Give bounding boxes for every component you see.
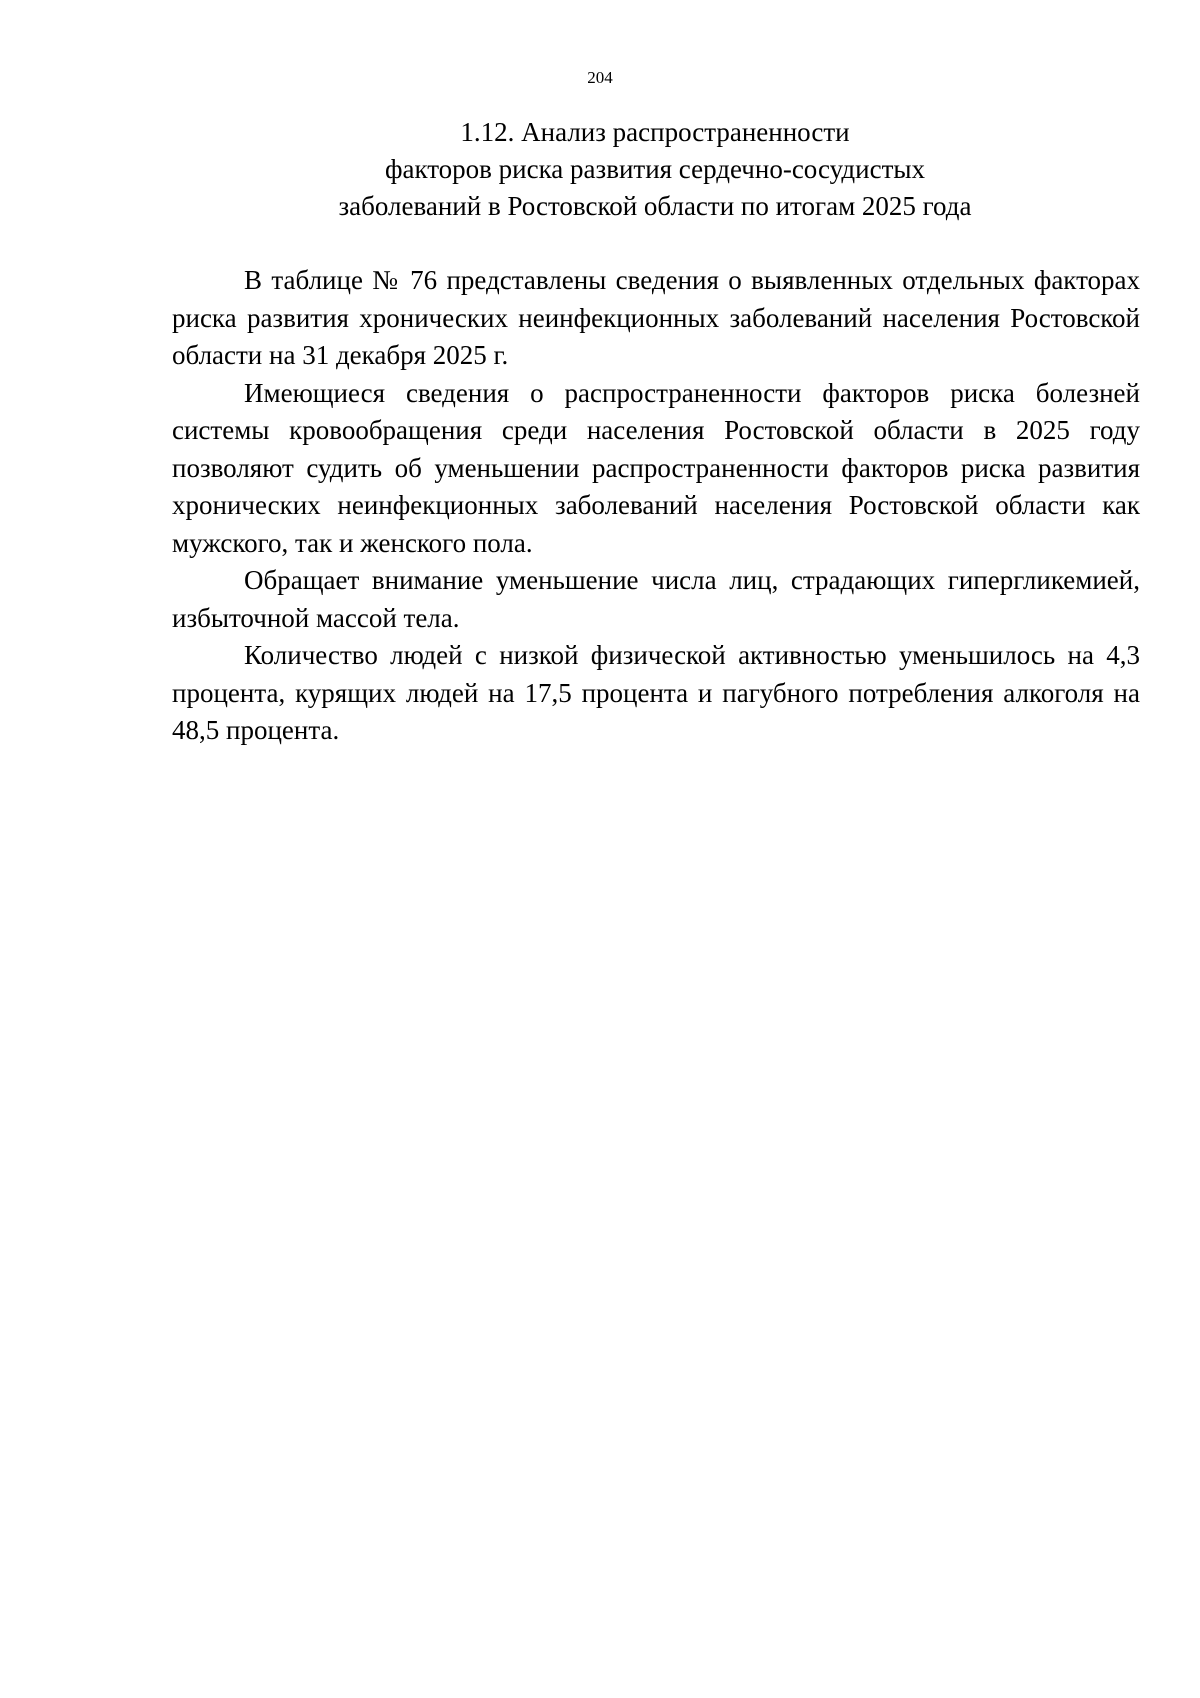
- paragraph-prevalence: Имеющиеся сведения о распространенности факторов риска болезней системы кровообращения среди населения Ростовской области в 2025 году позволяют судить об уменьшении распространенности факторов риска развития хронических неинфекционных заболеваний населения Ростовской области как мужского, так и женского пола.: [172, 377, 1140, 558]
- body-text: [172, 262, 1140, 750]
- paragraph-table-reference: В таблице № 76 представлены сведения о выявленных отдельных факторах риска развития хронических неинфекционных заболеваний населения Ростовской области на 31 декабря 2025 г.: [172, 265, 1140, 370]
- section-heading: [172, 114, 1138, 225]
- heading-line-2: факторов риска развития сердечно-сосудистых: [384, 154, 926, 184]
- paragraph-hyperglycemia: Обращает внимание уменьшение числа лиц, страдающих гипергликемией, избыточной массой тела.: [172, 565, 1140, 633]
- heading-line-1: 1.12. Анализ распространенности: [460, 117, 850, 147]
- paragraph-physical-activity: Количество людей с низкой физической активностью уменьшилось на 4,3 процента, курящих людей на 17,5 процента и пагубного потребления алкоголя на 48,5 процента.: [172, 640, 1140, 745]
- page-number: 204: [587, 68, 613, 87]
- heading-line-3: заболеваний в Ростовской области по итогам 2025 года: [338, 191, 972, 221]
